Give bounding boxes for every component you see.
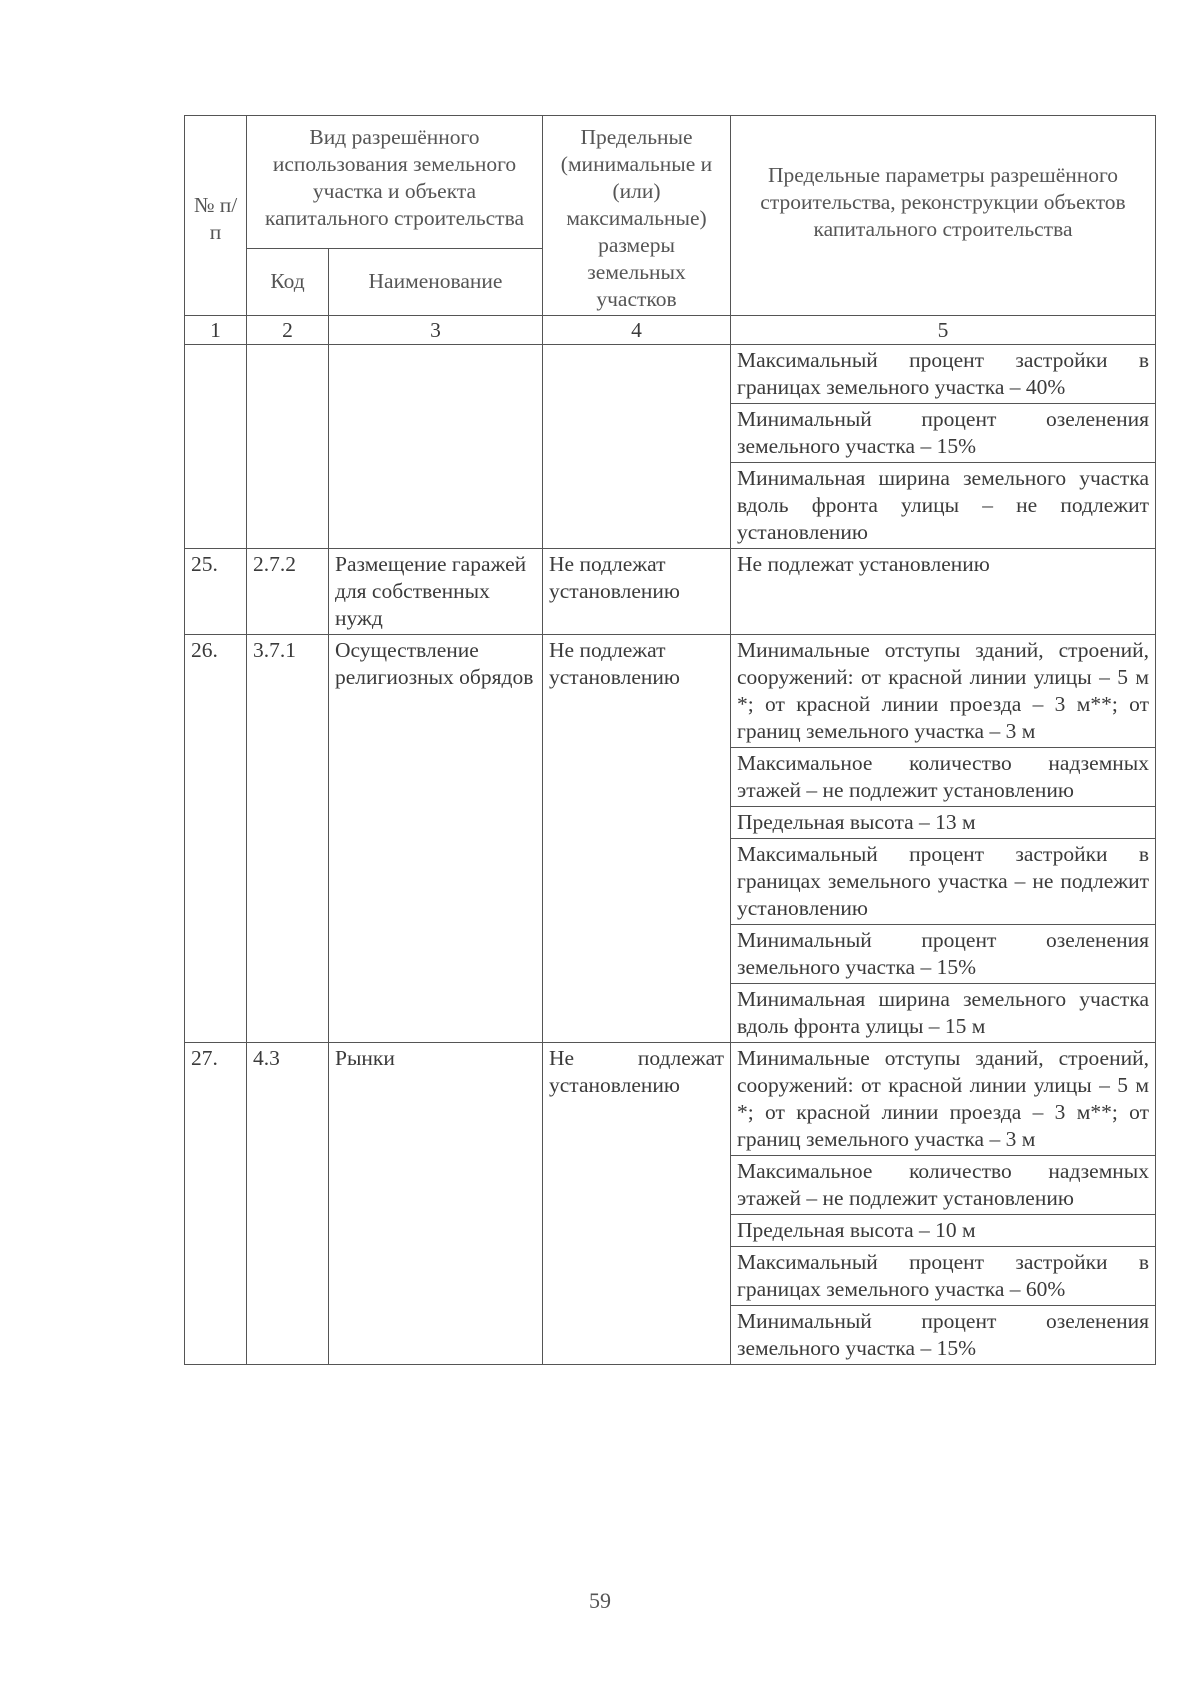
param-cell: Максимальное количество надземных этажей – не подлежит установлению <box>731 748 1156 807</box>
page-number: 59 <box>589 1588 611 1613</box>
param-cell: Минимальный процент озеленения земельного участка – 15% <box>731 925 1156 984</box>
header-kind-group: Вид разрешённого использования земельного участка и объекта капитального строительства <box>247 116 543 249</box>
row-sizes: Не подлежат установлению <box>543 635 731 1043</box>
row-code: 4.3 <box>247 1043 329 1365</box>
row-name: Рынки <box>329 1043 543 1365</box>
row-num: 25. <box>185 549 247 635</box>
column-number-row <box>185 316 1156 345</box>
row-name: Осуществление религиозных обрядов <box>329 635 543 1043</box>
param-cell: Предельная высота – 10 м <box>731 1215 1156 1247</box>
row-num: 27. <box>185 1043 247 1365</box>
header-num: № п/п <box>185 116 247 316</box>
param-cell: Максимальное количество надземных этажей – не подлежит установлению <box>731 1156 1156 1215</box>
row-code: 2.7.2 <box>247 549 329 635</box>
table-row-continuation <box>185 345 1156 404</box>
param-cell: Минимальные отступы зданий, строений, сооружений: от красной линии улицы – 5 м *; от красной линии проезда – 3 м**; от границ земельного участка – 3 м <box>731 1043 1156 1156</box>
header-params: Предельные параметры разрешённого строительства, реконструкции объектов капитального строительства <box>731 116 1156 316</box>
header-sizes: Предельные (минимальные и (или) максимальные) размеры земельных участков <box>543 116 731 316</box>
param-cell: Минимальные отступы зданий, строений, сооружений: от красной линии улицы – 5 м *; от красной линии проезда – 3 м**; от границ земельного участка – 3 м <box>731 635 1156 748</box>
col-number: 1 <box>185 316 247 345</box>
param-cell: Минимальный процент озеленения земельного участка – 15% <box>731 1306 1156 1365</box>
col-number: 2 <box>247 316 329 345</box>
param-cell: Минимальная ширина земельного участка вдоль фронта улицы – не подлежит установлению <box>731 463 1156 549</box>
col-number: 3 <box>329 316 543 345</box>
col-number: 5 <box>731 316 1156 345</box>
row-sizes: Не подлежат установлению <box>543 549 731 635</box>
col-number: 4 <box>543 316 731 345</box>
table-row <box>185 635 1156 748</box>
param-cell: Максимальный процент застройки в границах земельного участка – не подлежит установлению <box>731 839 1156 925</box>
param-cell: Максимальный процент застройки в границах земельного участка – 40% <box>731 345 1156 404</box>
row-code: 3.7.1 <box>247 635 329 1043</box>
param-cell: Не подлежат установлению <box>731 549 1156 635</box>
header-name: Наименование <box>329 248 543 315</box>
zoning-parameters-table <box>184 115 1156 1365</box>
param-cell: Минимальная ширина земельного участка вдоль фронта улицы – 15 м <box>731 984 1156 1043</box>
row-num: 26. <box>185 635 247 1043</box>
row-sizes: Не подлежат установлению <box>543 1043 731 1365</box>
table-row <box>185 1043 1156 1156</box>
row-name: Размещение гаражей для собственных нужд <box>329 549 543 635</box>
table-row <box>185 549 1156 635</box>
param-cell: Минимальный процент озеленения земельного участка – 15% <box>731 404 1156 463</box>
param-cell: Максимальный процент застройки в границах земельного участка – 60% <box>731 1247 1156 1306</box>
header-code: Код <box>247 248 329 315</box>
param-cell: Предельная высота – 13 м <box>731 807 1156 839</box>
